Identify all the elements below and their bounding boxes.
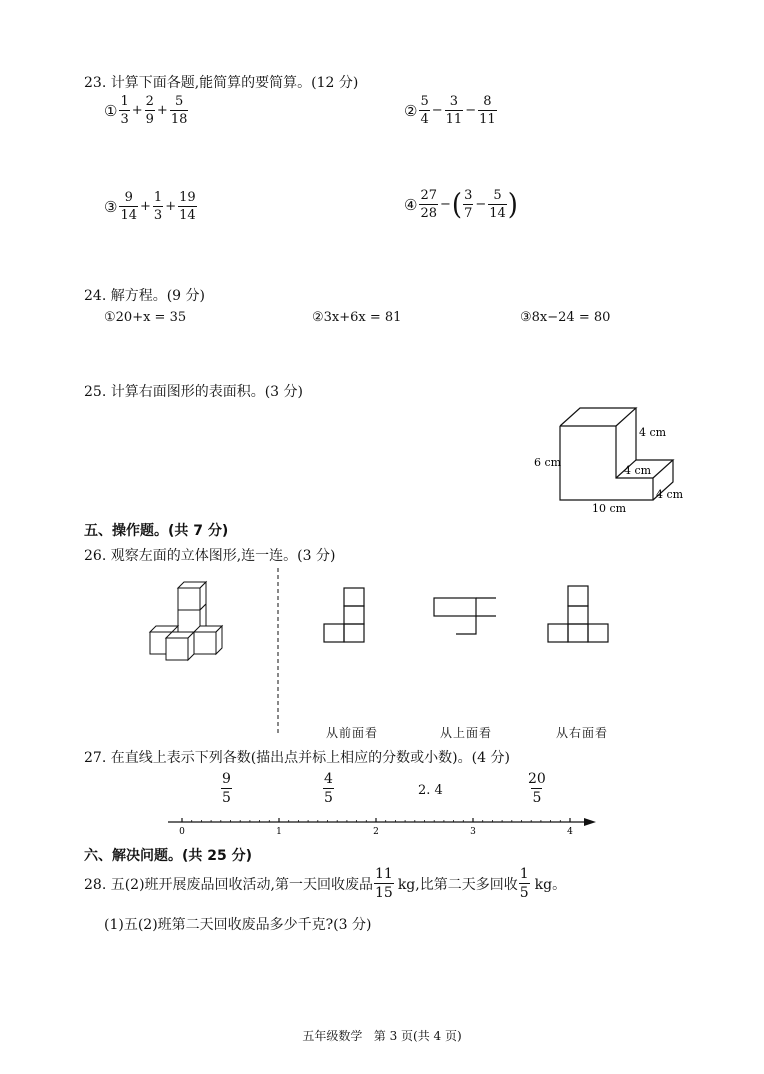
tick-label: 1 [276,827,282,837]
view-label-right: 从右面看 [556,726,609,740]
q23-1-label: ① [104,101,118,120]
cube-stack-figure [144,570,244,670]
fraction: $\frac{1}{5}$ [519,866,529,901]
q28-mid: kg,比第二天多回收 [397,876,518,893]
tall-top [560,408,636,426]
dim-bottom: 10 cm [592,502,627,515]
page-footer: 五年级数学 第 3 页(共 4 页) [302,1029,462,1043]
q27-num-3: 2. 4 [418,783,443,798]
fraction: $\frac{9}{14}$ [120,190,137,223]
q27-title: 27. 在直线上表示下列各数(描出点并标上相应的分数或小数)。(4 分) [84,750,510,766]
q28-pre: 28. 五(2)班开展废品回收活动,第一天回收废品 [84,876,373,893]
view-right-shape [542,584,614,646]
dim-left: 6 cm [534,456,562,469]
q28-stem [84,867,566,900]
q23-expr-3: ③ $\frac{9}{14}$ + $\frac{1}{3}$ + $\frac{19}{14}$ [104,190,196,223]
tick-label: 2 [373,827,379,837]
q27-num-4: $\frac{20}{5}$ [528,771,546,806]
fraction: $\frac{5}{14}$ [489,188,506,221]
section6-title: 六、解决问题。(共 25 分) [84,848,253,864]
dim-step: 4 cm [624,464,652,477]
q25-title: 25. 计算右面图形的表面积。(3 分) [84,384,303,400]
view-label-front: 从前面看 [326,726,379,740]
fraction: $\frac{3}{7}$ [464,188,473,221]
q24-title: 24. 解方程。(9 分) [84,288,205,304]
q28-post: kg。 [534,876,567,893]
q24-eq-3: ③8x−24 = 80 [520,310,611,325]
axis-arrow [584,818,596,826]
fraction: $\frac{1}{3}$ [153,190,163,223]
q23-2-label: ② [404,101,418,120]
fraction: $\frac{19}{14}$ [179,190,196,223]
dim-top-right: 4 cm [639,426,667,439]
divider-dashed [270,566,286,738]
fraction: $\frac{2}{9}$ [145,94,154,127]
q23-4-label: ④ [404,195,418,214]
q27-num-1: $\frac{9}{5}$ [222,771,231,806]
number-line [160,810,600,840]
section5-title: 五、操作题。(共 7 分) [84,523,229,539]
fraction: $\frac{5}{4}$ [420,94,429,127]
fraction: $\frac{27}{28}$ [420,188,437,221]
fraction: $\frac{8}{11}$ [479,94,496,127]
tick-label: 0 [179,827,185,837]
q23-expr-1: ① $\frac{1}{3}$ + $\frac{2}{9}$ + $\frac{5}{18}$ [104,94,188,127]
view-label-top: 从上面看 [440,726,493,740]
q27-num-2: $\frac{4}{5}$ [324,771,333,806]
dim-side: 4 cm [656,488,684,501]
q23-3-label: ③ [104,197,118,216]
q23-expr-2: ② $\frac{5}{4}$ − $\frac{3}{11}$ − $\frac{8}{11}$ [404,94,496,127]
fraction: $\frac{1}{3}$ [120,94,129,127]
q24-eq-2: ②3x+6x = 81 [312,310,402,325]
q24-eq-1: ①20+x = 35 [104,310,187,325]
tick-label: 4 [567,827,573,837]
view-front-shape [320,586,370,648]
fraction: $\frac{3}{11}$ [445,94,463,127]
q28-sub1: (1)五(2)班第二天回收废品多少千克?(3 分) [104,917,372,933]
tick-label: 3 [470,827,476,837]
l-shape-figure [528,398,688,516]
view-top-shape [430,592,500,638]
q26-title: 26. 观察左面的立体图形,连一连。(3 分) [84,548,336,564]
q23-title: 23. 计算下面各题,能简算的要简算。(12 分) [84,75,359,91]
q23-expr-4: ④ $\frac{27}{28}$ − ( $\frac{3}{7}$ − $\frac{5}{14}$ ) [404,188,518,221]
fraction: $\frac{11}{15}$ [375,866,393,901]
fraction: $\frac{5}{18}$ [170,94,188,127]
